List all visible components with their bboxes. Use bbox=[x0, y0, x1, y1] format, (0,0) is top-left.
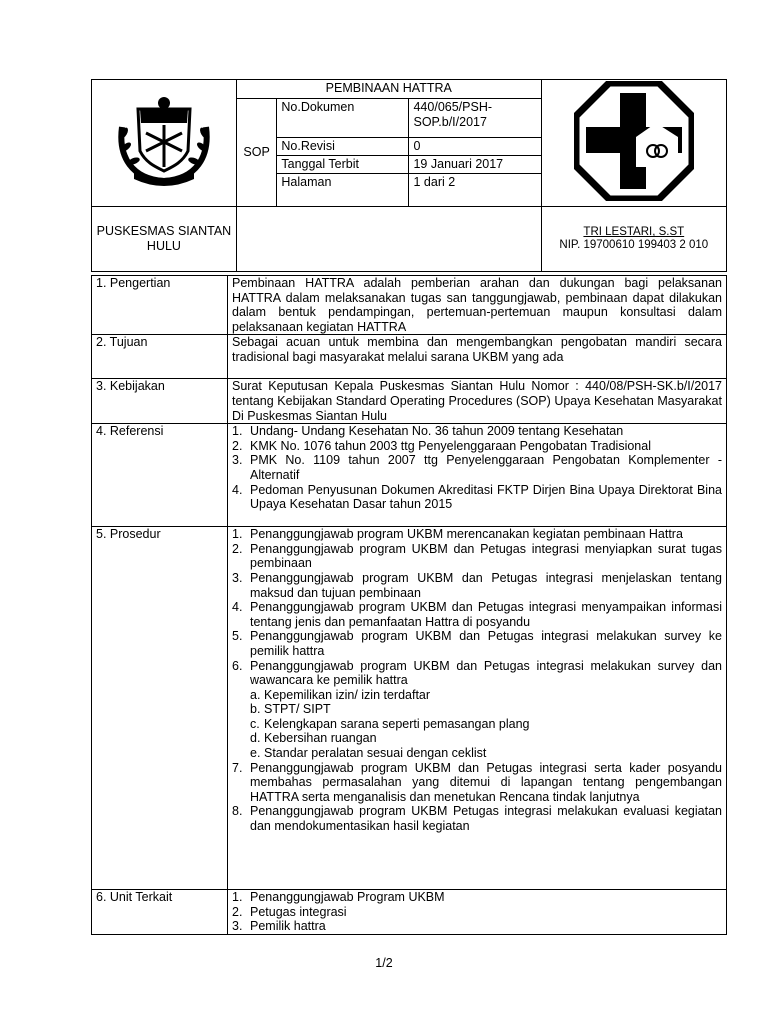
list-item bbox=[232, 439, 722, 454]
list-text: Penanggungjawab program UKBM dan Petugas integrasi menjelaskan tentang maksud dan tujuan pembinaan bbox=[250, 570, 722, 600]
issue-date-value: 19 Januari 2017 bbox=[409, 156, 541, 174]
list-text: Penanggungjawab program UKBM dan Petugas integrasi menyampaikan informasi tentang jenis dan pemanfaatan Hattra di posyandu bbox=[250, 600, 722, 629]
list-text: Pemilik hattra bbox=[250, 919, 326, 934]
sub-list-text: STPT/ SIPT bbox=[264, 702, 331, 717]
list-text: Pedoman Penyusunan Dokumen Akreditasi FKTP Dirjen Bina Upaya Direktorat Bina Upaya Kesehatan Dasar tahun 2015 bbox=[250, 482, 722, 512]
sub-list-item bbox=[250, 702, 722, 717]
list-text: Penanggungjawab program UKBM dan Petugas integrasi menyiapkan surat tugas pembinaan bbox=[250, 541, 722, 571]
document-title: PEMBINAAN HATTRA bbox=[236, 80, 541, 99]
page-label: Halaman bbox=[277, 174, 409, 207]
section-list bbox=[228, 424, 727, 527]
section-unit-terkait bbox=[92, 890, 727, 935]
list-text: Penanggungjawab program UKBM dan Petugas integrasi serta kader posyandu membahas permasalahan yang ditemui di lapangan tentang pengembangan HATTRA serta menganalisis dan menetukan Rencana tindak lanjutnya bbox=[250, 760, 722, 804]
list-item bbox=[232, 527, 722, 542]
sub-list-letter: c. bbox=[250, 716, 260, 731]
list-text: Penanggungjawab program UKBM dan Petugas integrasi melakukan survey dan wawancara ke pemilik hattra bbox=[250, 658, 722, 688]
list-number: 1. bbox=[232, 527, 243, 542]
section-label: 1. Pengertian bbox=[92, 276, 228, 335]
revision-label: No.Revisi bbox=[277, 138, 409, 156]
sub-list-item bbox=[250, 717, 722, 732]
header-table bbox=[91, 79, 727, 272]
list-number: 3. bbox=[232, 570, 243, 585]
sop-label: SOP bbox=[236, 99, 276, 207]
blank-cell bbox=[236, 207, 541, 272]
list-text: PMK No. 1109 tahun 2007 ttg Penyelenggaraan Pengobatan Komplementer - Alternatif bbox=[250, 453, 722, 482]
list-number: 4. bbox=[232, 482, 243, 497]
list-item bbox=[232, 453, 722, 482]
list-number: 3. bbox=[232, 453, 243, 468]
list-number: 6. bbox=[232, 658, 243, 673]
sub-list-letter: e. bbox=[250, 746, 261, 761]
list-number: 7. bbox=[232, 760, 243, 775]
list-text: Penanggungjawab program UKBM dan Petugas integrasi melakukan survey ke pemilik hattra bbox=[250, 629, 722, 658]
sub-list-item bbox=[250, 731, 722, 746]
sub-list-text: Kebersihan ruangan bbox=[264, 731, 377, 746]
list-text: Undang- Undang Kesehatan No. 36 tahun 2009 tentang Kesehatan bbox=[250, 424, 624, 439]
section-label: 6. Unit Terkait bbox=[92, 890, 228, 935]
section-kebijakan bbox=[92, 379, 727, 424]
issue-date-label: Tanggal Terbit bbox=[277, 156, 409, 174]
sub-list bbox=[250, 688, 722, 761]
kemenkes-logo-icon bbox=[574, 81, 694, 201]
section-label: 5. Prosedur bbox=[92, 527, 228, 890]
sub-list-item bbox=[250, 746, 722, 761]
section-prosedur bbox=[92, 527, 727, 890]
list-text: Penanggungjawab program UKBM Petugas integrasi melakukan evaluasi kegiatan dan mendokumentasikan hasil kegiatan bbox=[250, 804, 722, 834]
page-number: 1/2 bbox=[375, 956, 393, 970]
section-text: Pembinaan HATTRA adalah pemberian arahan dan dukungan bagi pelaksanan HATTRA dalam melaksanakan tugas san tanggungjawab, pembinaan dapat dilakukan dalam bentuk pendampingan, pertemuan-pertemuan maupun konsultasi dalam pelaksanaan kegiatan HATTRA bbox=[228, 276, 727, 335]
section-label: 3. Kebijakan bbox=[92, 379, 228, 424]
list-item bbox=[232, 571, 722, 600]
sub-list-letter: d. bbox=[250, 731, 261, 746]
sub-list-text: Kepemilikan izin/ izin terdaftar bbox=[264, 687, 431, 702]
sub-list-letter: a. bbox=[250, 687, 261, 702]
section-text: Sebagai acuan untuk membina dan mengembangkan pengobatan mandiri secara tradisional bagi masyarakat melalui sarana UKBM yang ada bbox=[228, 335, 727, 379]
section-list bbox=[228, 527, 727, 890]
puskesmas-name: PUSKESMAS SIANTAN HULU bbox=[92, 207, 237, 272]
list-number: 1. bbox=[232, 424, 243, 439]
doc-number-label: No.Dokumen bbox=[277, 99, 409, 138]
list-item bbox=[232, 629, 722, 658]
list-number: 3. bbox=[232, 919, 243, 934]
signature-block bbox=[541, 207, 726, 272]
doc-number-value: 440/065/PSH-SOP.b/I/2017 bbox=[409, 99, 541, 138]
sop-content-table bbox=[91, 275, 727, 935]
list-item bbox=[232, 890, 722, 905]
list-number: 1. bbox=[232, 890, 243, 905]
list-item bbox=[232, 761, 722, 805]
kota-pontianak-emblem-icon bbox=[112, 93, 216, 189]
list-text: Penanggungjawab program UKBM merencanakan kegiatan pembinaan Hattra bbox=[250, 527, 683, 542]
section-list bbox=[228, 890, 727, 935]
sub-list-text: Standar peralatan sesuai dengan ceklist bbox=[264, 746, 487, 761]
sub-list-letter: b. bbox=[250, 702, 261, 717]
list-number: 2. bbox=[232, 438, 243, 453]
list-number: 5. bbox=[232, 629, 243, 644]
kemenkes-logo-cell bbox=[541, 80, 726, 207]
list-number: 2. bbox=[232, 541, 243, 556]
section-tujuan bbox=[92, 335, 727, 379]
section-referensi bbox=[92, 424, 727, 527]
list-item bbox=[232, 905, 722, 920]
list-text: KMK No. 1076 tahun 2003 ttg Penyelenggaraan Pengobatan Tradisional bbox=[250, 438, 651, 453]
section-label: 2. Tujuan bbox=[92, 335, 228, 379]
list-number: 4. bbox=[232, 600, 243, 615]
list-item bbox=[232, 483, 722, 512]
list-item bbox=[232, 659, 722, 688]
revision-value: 0 bbox=[409, 138, 541, 156]
signer-name: TRI LESTARI, S.ST bbox=[583, 226, 685, 238]
logo-cell bbox=[92, 80, 237, 207]
signer-nip: NIP. 19700610 199403 2 010 bbox=[559, 239, 709, 251]
page-value: 1 dari 2 bbox=[409, 174, 541, 207]
list-number: 2. bbox=[232, 904, 243, 919]
list-text: Petugas integrasi bbox=[250, 904, 347, 919]
sub-list-item bbox=[250, 688, 722, 703]
section-label: 4. Referensi bbox=[92, 424, 228, 527]
list-item bbox=[232, 424, 722, 439]
list-item bbox=[232, 542, 722, 571]
list-item bbox=[232, 804, 722, 833]
list-item bbox=[232, 600, 722, 629]
sub-list-text: Kelengkapan sarana seperti pemasangan plang bbox=[264, 716, 530, 731]
section-text: Surat Keputusan Kepala Puskesmas Siantan Hulu Nomor : 440/08/PSH-SK.b/I/2017 tentang Kebijakan Standard Operating Procedures (SOP) Upaya Kesehatan Masyarakat Di Puskesmas Siantan Hulu bbox=[228, 379, 727, 424]
section-pengertian bbox=[92, 276, 727, 335]
list-number: 8. bbox=[232, 804, 243, 819]
list-item bbox=[232, 919, 722, 934]
list-text: Penanggungjawab Program UKBM bbox=[250, 890, 445, 905]
